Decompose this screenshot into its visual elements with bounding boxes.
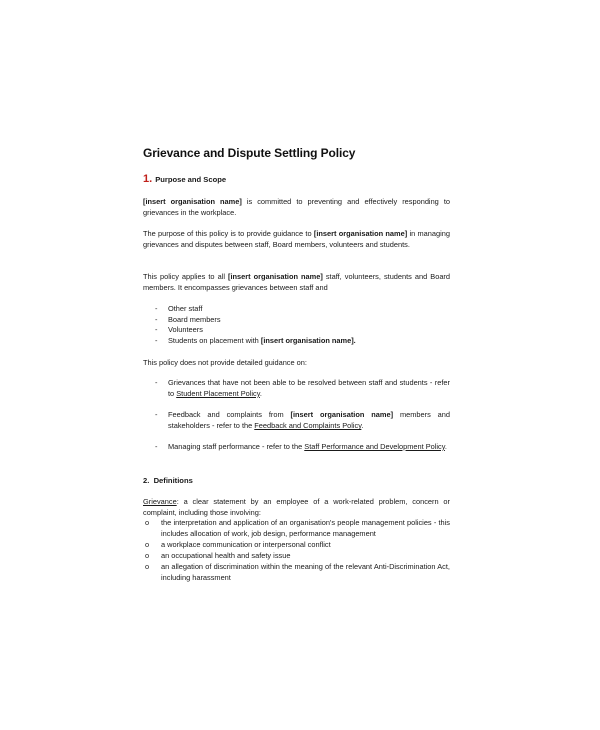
definition-text: : a clear statement by an employee of a work-related problem, concern or complaint, including those involving: bbox=[143, 497, 450, 517]
list-marker: - bbox=[155, 314, 158, 324]
list-item-text: an allegation of discrimination within the meaning of the relevant Anti-Discrimination Act, including harassment bbox=[161, 562, 450, 583]
list-item bbox=[145, 518, 450, 539]
list-item bbox=[155, 315, 450, 326]
list-marker: o bbox=[145, 562, 150, 572]
list-marker: - bbox=[155, 410, 158, 420]
list-item bbox=[155, 336, 450, 347]
list-item-text: members and stakeholders - refer to the bbox=[168, 410, 451, 431]
list-item bbox=[155, 325, 450, 336]
list-marker: o bbox=[145, 551, 150, 561]
grievance-term: Grievance bbox=[143, 497, 177, 506]
list-item-text: the interpretation and application of an organisation's people management policies - this includes allocation of work, job design, performance management bbox=[161, 518, 450, 538]
list-marker: - bbox=[155, 378, 158, 387]
org-name-placeholder: [insert organisation name] bbox=[228, 272, 323, 281]
list-item-text: an occupational health and safety issue bbox=[161, 551, 291, 561]
list-item-text: Students on placement with bbox=[168, 336, 261, 346]
paragraph-text: staff, volunteers, students and Board members. It encompasses grievances between staff and bbox=[143, 272, 451, 292]
grievance-examples-list bbox=[145, 518, 450, 584]
section-2-heading bbox=[143, 476, 193, 487]
scope-list bbox=[155, 304, 450, 347]
purpose-paragraph-2 bbox=[143, 229, 450, 250]
list-item-text: Feedback and complaints from bbox=[168, 410, 291, 420]
paragraph-text: is committed to preventing and effectively responding to grievances in the workplace. bbox=[143, 197, 450, 217]
purpose-paragraph-1 bbox=[143, 197, 450, 218]
purpose-paragraph-3 bbox=[143, 272, 450, 293]
list-marker: - bbox=[155, 325, 158, 335]
exclusions-list bbox=[155, 378, 450, 453]
list-marker: - bbox=[155, 441, 158, 451]
list-marker: o bbox=[145, 518, 150, 527]
org-name-placeholder: [insert organisation name] bbox=[290, 410, 394, 420]
document-title: Grievance and Dispute Settling Policy bbox=[143, 146, 356, 160]
section-1-number: 1. bbox=[143, 173, 153, 185]
student-placement-policy-link[interactable]: Student Placement Policy bbox=[176, 388, 260, 398]
list-item-text: Volunteers bbox=[168, 325, 203, 335]
list-item-text: Board members bbox=[168, 314, 221, 324]
exclusions-intro: This policy does not provide detailed guidance on: bbox=[143, 358, 307, 367]
list-item-text: Other staff bbox=[168, 304, 203, 313]
section-2-title: Definitions bbox=[153, 476, 193, 485]
paragraph-text: in managing grievances and disputes between staff, Board members, volunteers and students. bbox=[143, 229, 450, 249]
staff-performance-policy-link[interactable]: Staff Performance and Development Policy bbox=[304, 441, 445, 451]
paragraph-text: The purpose of this policy is to provide guidance to bbox=[143, 229, 314, 238]
list-item-text: . bbox=[361, 421, 364, 431]
list-item bbox=[155, 378, 450, 399]
list-item-text: Grievances that have not been able to be resolved between staff and students - refer to bbox=[168, 378, 450, 398]
section-1-title: Purpose and Scope bbox=[155, 175, 227, 184]
list-item bbox=[155, 304, 450, 315]
section-1-heading bbox=[143, 174, 226, 186]
list-item bbox=[155, 410, 450, 431]
org-name-placeholder: [insert organisation name] bbox=[143, 197, 242, 206]
grievance-definition bbox=[143, 497, 450, 518]
list-item-text: a workplace communication or interpersonal conflict bbox=[161, 539, 331, 549]
org-name-placeholder: [insert organisation name]. bbox=[260, 336, 356, 346]
feedback-complaints-policy-link[interactable]: Feedback and Complaints Policy bbox=[254, 421, 362, 431]
org-name-placeholder: [insert organisation name] bbox=[313, 229, 408, 238]
list-marker: o bbox=[145, 539, 150, 549]
list-marker: - bbox=[155, 336, 158, 346]
list-marker: - bbox=[155, 304, 158, 313]
list-item-text: . bbox=[259, 388, 262, 398]
section-2-number: 2. bbox=[143, 476, 150, 485]
list-item-text: . bbox=[444, 441, 447, 451]
list-item-text: Managing staff performance - refer to the bbox=[168, 441, 305, 451]
list-item bbox=[145, 562, 450, 583]
paragraph-text: This policy applies to all bbox=[143, 272, 229, 281]
list-item bbox=[145, 551, 450, 562]
list-item bbox=[155, 442, 450, 453]
list-item bbox=[145, 540, 450, 551]
